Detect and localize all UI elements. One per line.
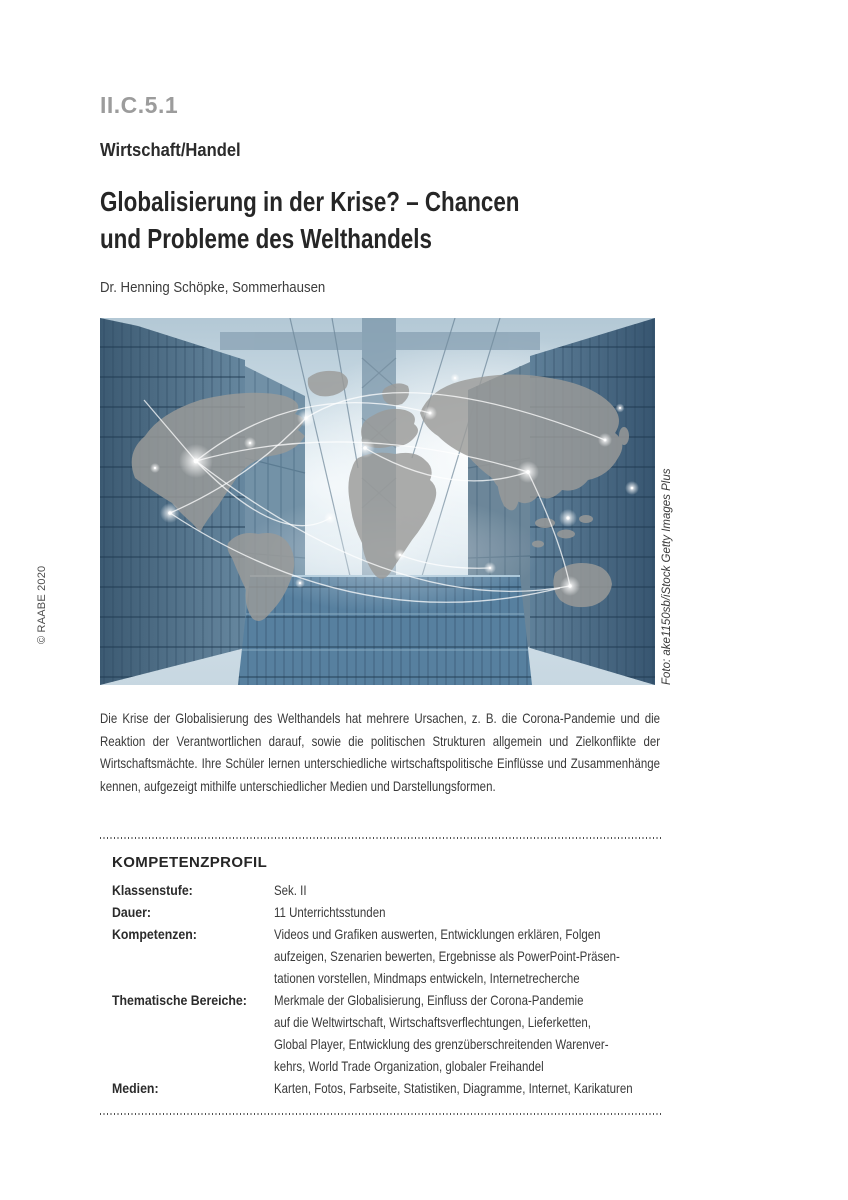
hero-image: [100, 318, 655, 685]
row-value-line: Global Player, Entwicklung des grenzüberschreitenden Warenver-: [274, 1036, 609, 1052]
row-value-line: Merkmale der Globalisierung, Einfluss der Corona-Pandemie: [274, 992, 584, 1008]
profile-row-klassenstufe: [112, 879, 762, 901]
container-port-photo: [100, 318, 655, 685]
row-value-line: auf die Weltwirtschaft, Wirtschaftsverflechtungen, Lieferketten,: [274, 1014, 591, 1030]
copyright-vertical: © RAABE 2020: [36, 565, 48, 644]
photo-credit-vertical: Foto: ake1150sb/iStock Getty Images Plus: [661, 468, 673, 685]
competence-profile-table: [112, 879, 762, 1099]
category-label: [100, 140, 253, 161]
row-label: Klassenstufe:: [112, 882, 193, 898]
row-label: Dauer:: [112, 904, 152, 920]
row-label: Kompetenzen:: [112, 926, 197, 942]
title-line-2: und Probleme des Welthandels: [100, 223, 432, 254]
dashed-divider-bottom: [100, 1113, 661, 1115]
row-value-line: kehrs, World Trade Organization, globaler Freihandel: [274, 1058, 544, 1074]
competence-profile-heading: KOMPETENZPROFIL: [112, 854, 268, 871]
page-code: II.C.5.1: [100, 92, 179, 118]
intro-paragraph: Die Krise der Globalisierung des Welthandels hat mehrere Ursachen, z. B. die Corona-Pandemie und die Reaktion der Verantwortlichen darauf, sowie die politischen Strukturen allgemein und Zielkonflikte der Wirtschaftsmächte. Ihre Schüler lernen unterschiedliche wirtschaftspolitische Einflüsse und Zusammenhänge kennen, aufgezeigt mithilfe unterschiedlicher Medien und Darstellungsformen.: [100, 710, 661, 794]
title-line-1: Globalisierung in der Krise? – Chancen: [100, 186, 520, 217]
profile-row-dauer: [112, 901, 762, 923]
row-value-line: tationen vorstellen, Mindmaps entwickeln, Internetrecherche: [274, 970, 580, 986]
profile-row-medien: [112, 1077, 762, 1099]
row-value: Karten, Fotos, Farbseite, Statistiken, Diagramme, Internet, Karikaturen: [274, 1080, 633, 1096]
row-value: Sek. II: [274, 882, 307, 898]
profile-row-kompetenzen: [112, 923, 762, 989]
row-label: Medien:: [112, 1080, 159, 1096]
dashed-divider-top: [100, 837, 661, 839]
row-value: 11 Unterrichtsstunden: [274, 904, 386, 920]
category-text: Wirtschaft/Handel: [100, 140, 241, 160]
row-value-line: Videos und Grafiken auswerten, Entwicklungen erklären, Folgen: [274, 926, 601, 942]
profile-row-thematische-bereiche: [112, 989, 762, 1077]
author-line: [100, 279, 356, 296]
row-label: Thematische Bereiche:: [112, 992, 247, 1008]
row-value-line: aufzeigen, Szenarien bewerten, Ergebnisse als PowerPoint-Präsen-: [274, 948, 620, 964]
page-title: [100, 183, 624, 257]
author-text: Dr. Henning Schöpke, Sommerhausen: [100, 279, 326, 296]
